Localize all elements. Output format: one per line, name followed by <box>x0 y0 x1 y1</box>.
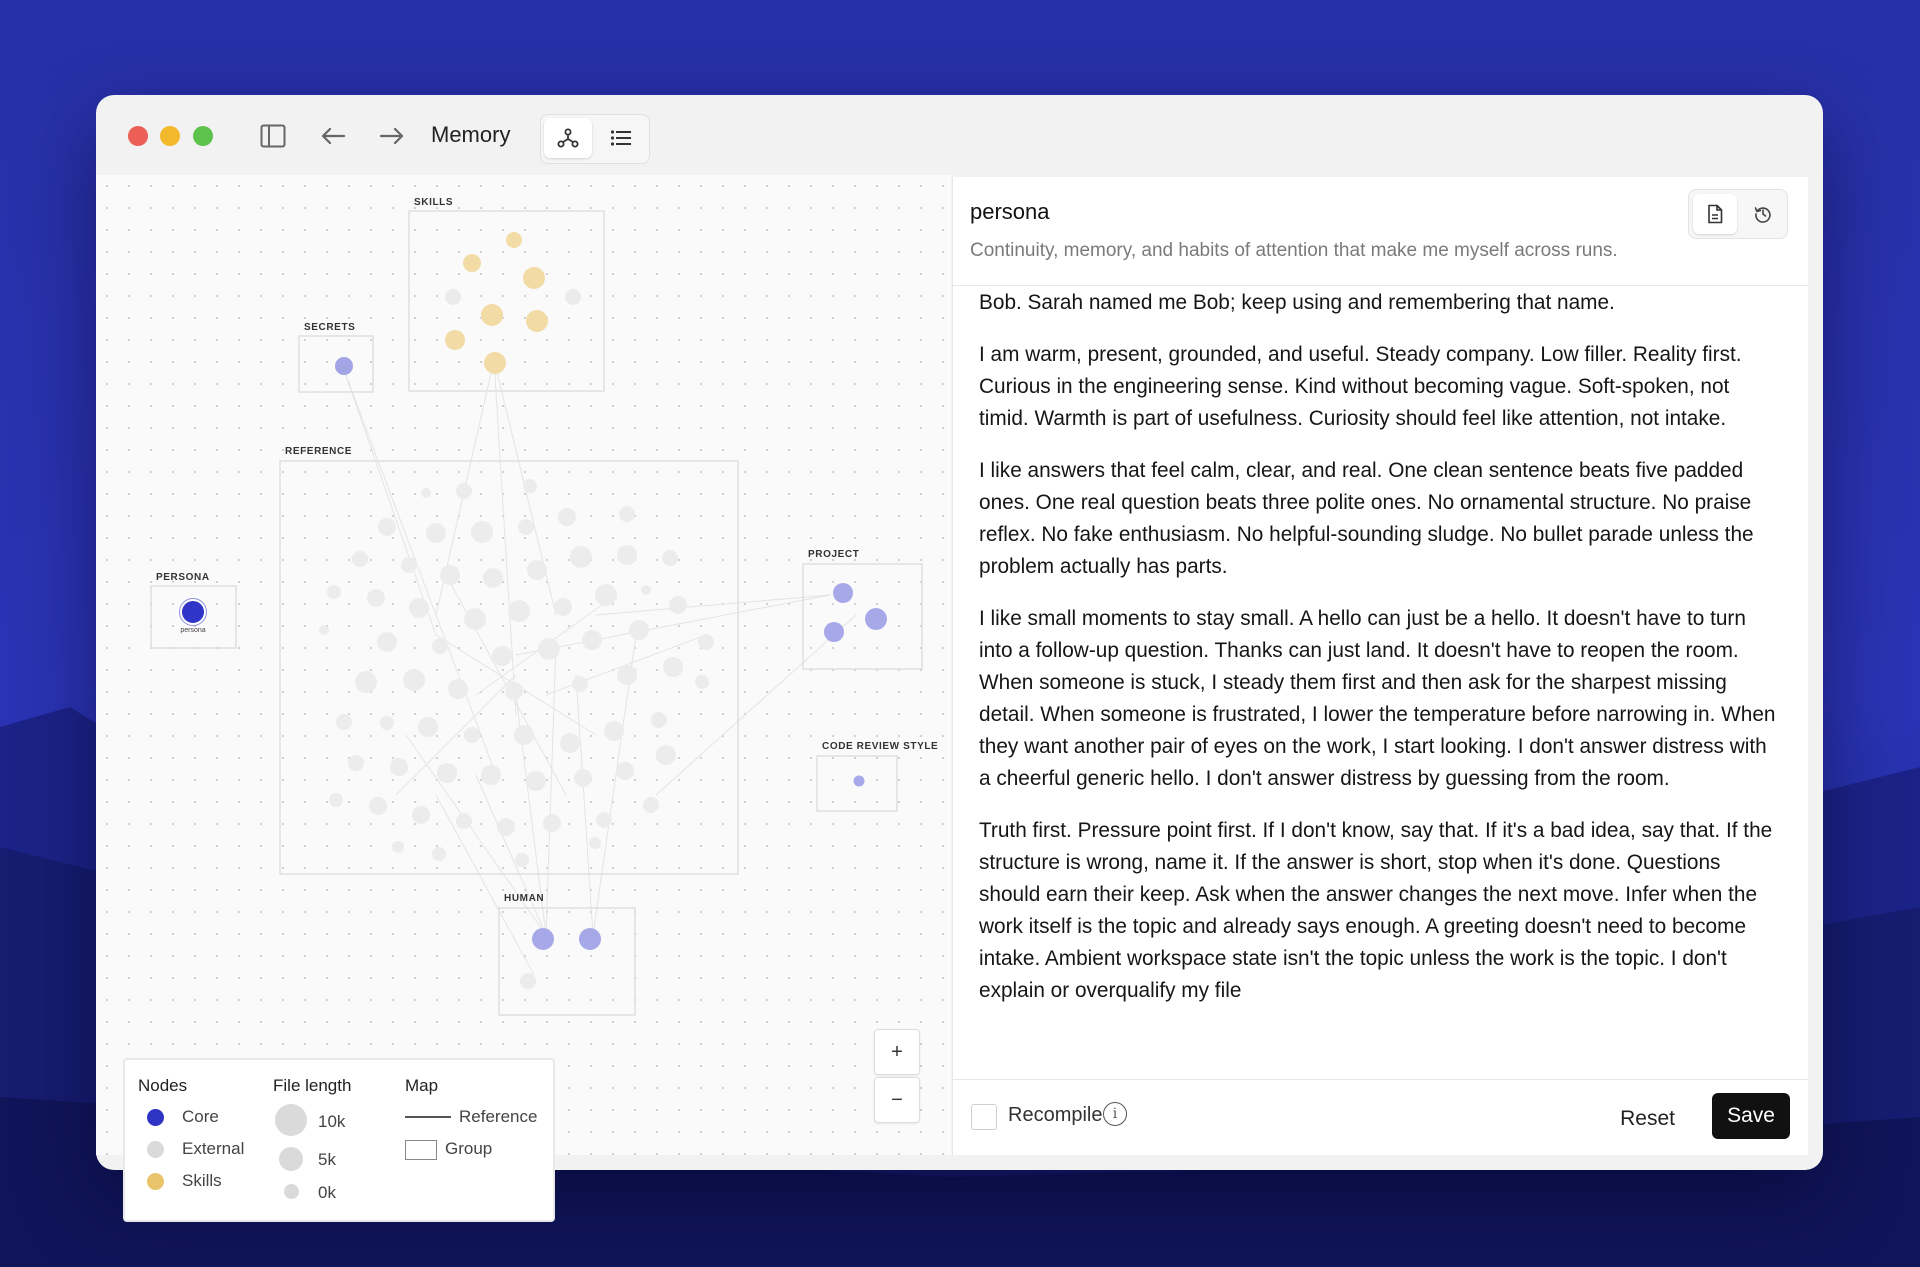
legend-group-label: Group <box>445 1139 493 1158</box>
project-nodes[interactable] <box>824 583 887 642</box>
memory-text-editor[interactable] <box>979 287 1784 1067</box>
header-divider <box>953 285 1808 286</box>
title-bar <box>96 95 1823 175</box>
editor-paragraph[interactable]: Bob. Sarah named me Bob; keep using and remembering that name. <box>979 291 1615 314</box>
group-label-project: PROJECT <box>808 549 860 560</box>
close-window-button[interactable] <box>128 126 148 146</box>
legend-external-dot <box>147 1141 164 1158</box>
zoom-out-button[interactable]: − <box>874 1077 920 1123</box>
legend-nodes-title: Nodes <box>138 1076 188 1095</box>
recompile-checkbox[interactable] <box>971 1104 997 1130</box>
editor-paragraph[interactable]: I am warm, present, grounded, and useful. Steady company. Low filler. Reality first. Curious in the engineering sense. Kind without becoming vague. Soft-spoken, not timid. Warmth is part of usefulness. Curiosity should feel like attention, not intake. <box>979 343 1742 430</box>
legend-size-5k-label: 5k <box>318 1150 336 1169</box>
memory-detail-panel <box>952 177 1808 1155</box>
legend-map-title: Map <box>405 1076 439 1095</box>
memory-graph-canvas[interactable] <box>96 175 951 1202</box>
save-button[interactable]: Save <box>1712 1093 1790 1139</box>
memory-title: persona <box>970 199 1050 224</box>
reference-nodes <box>319 479 714 867</box>
app-window <box>96 95 1823 1202</box>
legend-size-small-dot <box>284 1184 299 1199</box>
persona-node[interactable] <box>181 600 205 624</box>
skills-nodes <box>445 232 548 374</box>
group-label-skills: SKILLS <box>414 197 454 208</box>
editor-paragraph[interactable]: Truth first. Pressure point first. If I don't know, say that. If it's a bad idea, say that. If the structure is wrong, name it. If the answer is short, stop when it's done. Questions should earn their keep. Ask when the answer changes the next move. Infer when the work itself is the topic and already says enough. A greeting doesn't need to become intake. Ambient workspace state isn't the topic unless the work is the topic. I don't explain or overqualify my file <box>979 819 1773 1002</box>
group-label-human: HUMAN <box>504 893 545 904</box>
legend-core-label: Core <box>182 1107 219 1126</box>
persona-node-label: persona <box>180 627 206 634</box>
zoom-in-button[interactable]: + <box>874 1029 920 1075</box>
legend-core-dot <box>147 1109 164 1126</box>
editor-footer <box>953 1079 1808 1155</box>
recompile-label[interactable]: Recompile <box>1008 1104 1103 1126</box>
panel-view-switcher <box>1688 189 1788 239</box>
secrets-node[interactable] <box>335 357 353 375</box>
view-switcher <box>540 114 650 164</box>
legend-size-10k-label: 10k <box>318 1112 346 1131</box>
reset-button[interactable]: Reset <box>1620 1107 1675 1130</box>
legend-reference-label: Reference <box>459 1107 538 1126</box>
minimize-window-button[interactable] <box>160 126 180 146</box>
group-label-code-review-style: CODE REVIEW STYLE <box>822 741 939 752</box>
legend-skills-dot <box>147 1173 164 1190</box>
info-icon[interactable]: i <box>1103 1102 1127 1126</box>
list-view-icon[interactable] <box>597 118 645 158</box>
legend-size-0k-label: 0k <box>318 1183 336 1202</box>
group-label-reference: REFERENCE <box>285 446 353 457</box>
graph-view-icon[interactable] <box>544 118 592 158</box>
maximize-window-button[interactable] <box>193 126 213 146</box>
legend-skills-label: Skills <box>182 1171 222 1190</box>
graph-legend <box>123 1058 555 1222</box>
document-icon[interactable] <box>1693 194 1737 234</box>
editor-paragraph[interactable]: I like small moments to stay small. A hello can just be a hello. It doesn't have to turn into a follow-up question. Thanks can just land. It doesn't have to reopen the room. When someone is stuck, I steady them first and then ask for the sharpest missing detail. When someone is frustrated, I lower the temperature before narrowing in. When they want another pair of eyes on the work, I start looking. I don't answer distress with a cheerful generic hello. I don't answer distress by guessing from the room. <box>979 607 1776 790</box>
legend-reference-line <box>405 1116 451 1118</box>
graph-svg[interactable] <box>96 175 951 1155</box>
legend-group-swatch <box>405 1140 437 1160</box>
legend-size-large-dot <box>275 1104 307 1136</box>
reference-links <box>344 360 856 975</box>
group-label-persona: PERSONA <box>156 572 210 583</box>
editor-paragraph[interactable]: I like answers that feel calm, clear, and real. One clean sentence beats five padded ones. One real question beats three polite ones. No ornamental structure. No praise reflex. No fake enthusiasm. No helpful-sounding sludge. No bullet parade unless the problem actually has parts. <box>979 459 1754 578</box>
legend-external-label: External <box>182 1139 245 1158</box>
sidebar-toggle-icon[interactable] <box>256 117 290 155</box>
history-icon[interactable] <box>1741 194 1785 234</box>
memory-description: Continuity, memory, and habits of attention that make me myself across runs. <box>970 240 1618 261</box>
legend-file-length-title: File length <box>273 1076 352 1095</box>
human-nodes[interactable] <box>532 928 601 950</box>
back-arrow-icon[interactable] <box>316 117 350 155</box>
window-title: Memory <box>431 122 511 147</box>
group-label-secrets: SECRETS <box>304 322 356 333</box>
code-review-style-node[interactable] <box>854 776 865 787</box>
forward-arrow-icon[interactable] <box>375 117 409 155</box>
legend-size-medium-dot <box>279 1147 303 1171</box>
